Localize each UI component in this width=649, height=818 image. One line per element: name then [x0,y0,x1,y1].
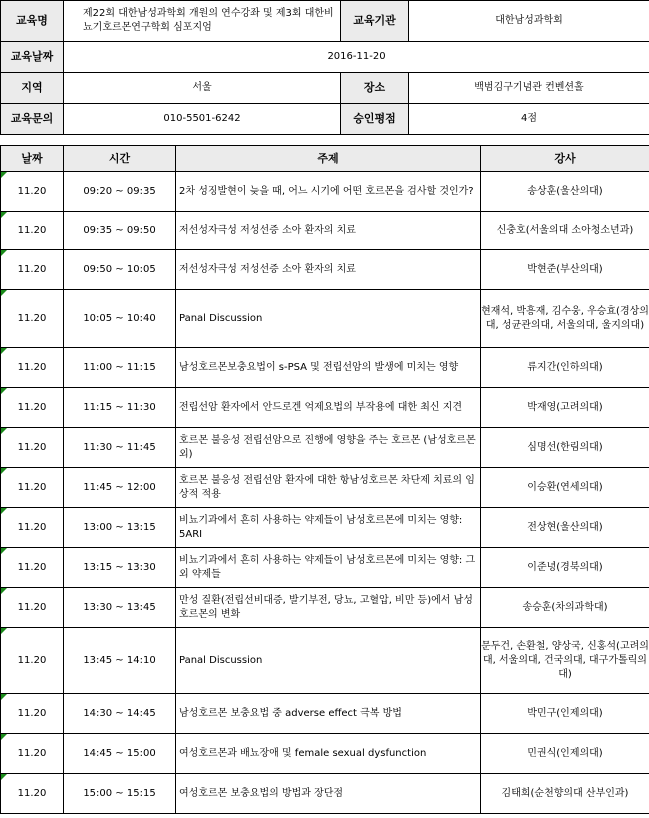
inquiry-label: 교육문의 [1,104,64,135]
schedule-time-cell: 15:00 ~ 15:15 [64,774,176,814]
schedule-row [1,468,649,508]
schedule-speaker-cell: 박민구(인제의대) [481,694,649,734]
schedule-speaker-cell: 이준녕(경북의대) [481,548,649,588]
schedule-date-cell: 11.20 [1,388,64,428]
schedule-row [1,290,649,348]
schedule-topic-cell: 비뇨기과에서 흔히 사용하는 약제들이 남성호르몬에 미치는 영향: 5ARI [176,508,481,548]
schedule-speaker-cell: 이승환(연세의대) [481,468,649,508]
schedule-topic-cell: 저선성자극성 저성선증 소아 환자의 치료 [176,250,481,290]
schedule-row [1,212,649,250]
schedule-date-cell: 11.20 [1,348,64,388]
schedule-row [1,428,649,468]
schedule-topic-cell: 남성호르몬 보충요법 중 adverse effect 극복 방법 [176,694,481,734]
schedule-time-cell: 09:50 ~ 10:05 [64,250,176,290]
schedule-row [1,588,649,628]
header-time: 시간 [64,146,176,172]
schedule-speaker-cell: 박현준(부산의대) [481,250,649,290]
schedule-row [1,348,649,388]
schedule-speaker-cell: 김태희(순천향의대 산부인과) [481,774,649,814]
schedule-topic-cell: 남성호르몬보충요법이 s-PSA 및 전립선암의 발생에 미치는 영향 [176,348,481,388]
schedule-row [1,172,649,212]
schedule-speaker-cell: 송승훈(차의과학대) [481,588,649,628]
course-name-value: 제22회 대한남성과학회 개원의 연수강좌 및 제3회 대한비뇨기호르몬연구학회 심포지엄 [64,1,341,42]
schedule-topic-cell: Panal Discussion [176,290,481,348]
schedule-speaker-cell: 심명선(한림의대) [481,428,649,468]
schedule-date-cell: 11.20 [1,734,64,774]
schedule-time-cell: 09:35 ~ 09:50 [64,212,176,250]
schedule-time-cell: 09:20 ~ 09:35 [64,172,176,212]
schedule-row [1,694,649,734]
schedule-time-cell: 13:45 ~ 14:10 [64,628,176,694]
schedule-row [1,774,649,814]
schedule-speaker-cell: 류지간(인하의대) [481,348,649,388]
credit-label: 승인평점 [341,104,409,135]
schedule-topic-cell: 저선성자극성 저성선증 소아 환자의 치료 [176,212,481,250]
schedule-date-cell: 11.20 [1,212,64,250]
schedule-date-cell: 11.20 [1,774,64,814]
schedule-date-cell: 11.20 [1,172,64,212]
schedule-time-cell: 13:30 ~ 13:45 [64,588,176,628]
schedule-date-cell: 11.20 [1,694,64,734]
course-info-table [0,0,649,135]
header-date: 날짜 [1,146,64,172]
schedule-time-cell: 11:00 ~ 11:15 [64,348,176,388]
schedule-date-cell: 11.20 [1,428,64,468]
schedule-header-row [1,146,649,172]
schedule-speaker-cell: 현재석, 박흥재, 김수웅, 우승효(경상의대, 성균관의대, 서울의대, 울지의대) [481,290,649,348]
schedule-speaker-cell: 신충호(서울의대 소아청소년과) [481,212,649,250]
schedule-date-cell: 11.20 [1,548,64,588]
schedule-row [1,548,649,588]
schedule-time-cell: 11:30 ~ 11:45 [64,428,176,468]
schedule-topic-cell: 여성호르몬과 배뇨장애 및 female sexual dysfunction [176,734,481,774]
schedule-date-cell: 11.20 [1,588,64,628]
schedule-topic-cell: Panal Discussion [176,628,481,694]
region-value: 서울 [64,73,341,104]
schedule-row [1,250,649,290]
schedule-date-cell: 11.20 [1,468,64,508]
schedule-speaker-cell: 박재영(고려의대) [481,388,649,428]
schedule-speaker-cell: 민권식(인제의대) [481,734,649,774]
date-value: 2016-11-20 [64,42,649,73]
credit-value: 4점 [409,104,649,135]
schedule-topic-cell: 비뇨기과에서 흔히 사용하는 약제들이 남성호르몬에 미치는 영향: 그 외 약제들 [176,548,481,588]
schedule-row [1,508,649,548]
date-label: 교육날짜 [1,42,64,73]
schedule-time-cell: 11:15 ~ 11:30 [64,388,176,428]
schedule-row [1,628,649,694]
schedule-time-cell: 11:45 ~ 12:00 [64,468,176,508]
schedule-table [0,145,649,814]
header-speaker: 강사 [481,146,649,172]
schedule-body [1,172,649,814]
schedule-date-cell: 11.20 [1,250,64,290]
course-name-label: 교육명 [1,1,64,42]
venue-value: 백범김구기념관 컨벤션홀 [409,73,649,104]
schedule-topic-cell: 2차 성징발현이 늦을 때, 어느 시기에 어떤 호르몬을 검사할 것인가? [176,172,481,212]
schedule-time-cell: 13:00 ~ 13:15 [64,508,176,548]
schedule-speaker-cell: 문두건, 손환철, 양상국, 신홍석(고려의대, 서울의대, 건국의대, 대구가톨릭의대) [481,628,649,694]
organization-value: 대한남성과학회 [409,1,649,42]
inquiry-value: 010-5501-6242 [64,104,341,135]
schedule-date-cell: 11.20 [1,628,64,694]
schedule-date-cell: 11.20 [1,290,64,348]
schedule-topic-cell: 전립선암 환자에서 안드로겐 억제요법의 부작용에 대한 최신 지견 [176,388,481,428]
schedule-topic-cell: 호르몬 불응성 전립선암 환자에 대한 항남성호르몬 차단제 치료의 임상적 적용 [176,468,481,508]
schedule-topic-cell: 여성호르몬 보충요법의 방법과 장단점 [176,774,481,814]
header-topic: 주제 [176,146,481,172]
schedule-topic-cell: 호르몬 불응성 전립선암으로 진행에 영향을 주는 호르몬 (남성호르몬 외) [176,428,481,468]
schedule-row [1,734,649,774]
venue-label: 장소 [341,73,409,104]
schedule-time-cell: 13:15 ~ 13:30 [64,548,176,588]
schedule-date-cell: 11.20 [1,508,64,548]
schedule-topic-cell: 만성 질환(전립선비대증, 발기부전, 당뇨, 고혈압, 비만 등)에서 남성호르몬의 변화 [176,588,481,628]
schedule-time-cell: 14:45 ~ 15:00 [64,734,176,774]
region-label: 지역 [1,73,64,104]
schedule-time-cell: 10:05 ~ 10:40 [64,290,176,348]
organization-label: 교육기관 [341,1,409,42]
schedule-speaker-cell: 송상훈(울산의대) [481,172,649,212]
schedule-speaker-cell: 전상현(울산의대) [481,508,649,548]
schedule-time-cell: 14:30 ~ 14:45 [64,694,176,734]
schedule-row [1,388,649,428]
